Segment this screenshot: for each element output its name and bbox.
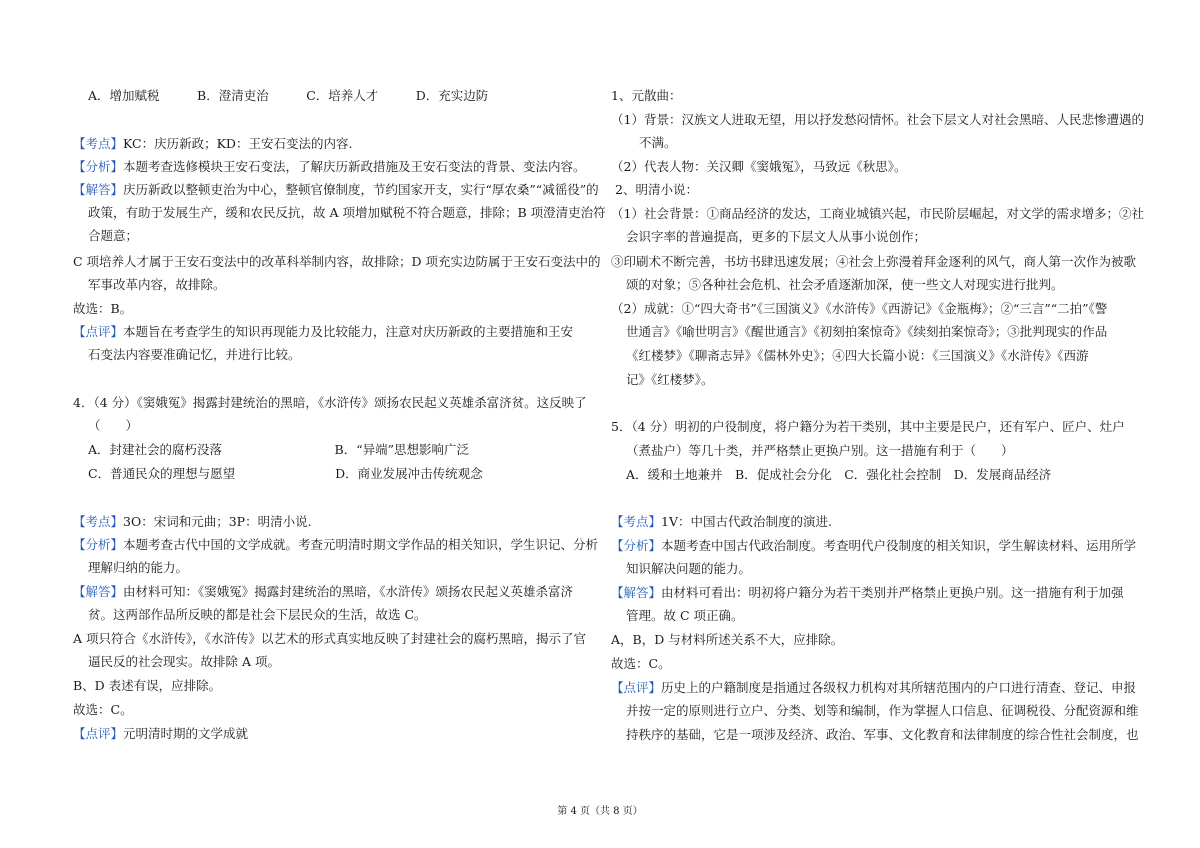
text-line xyxy=(73,254,601,270)
section-tag: 【点评】 xyxy=(611,680,662,695)
text-line xyxy=(88,277,226,293)
text-line xyxy=(626,727,1139,743)
line-text: 本题考查选修模块王安石变法，了解庆历新政措施及王安石变法的背景、变法内容。 xyxy=(123,159,586,174)
text-line xyxy=(611,254,1136,270)
line-text: 故选：B。 xyxy=(73,301,133,316)
line-text: 本题考查古代中国的文学成就。考查元明清时期文学作品的相关知识，学生识记、分析 xyxy=(123,537,599,552)
line-text: KC：庆历新政；KD：王安石变法的内容. xyxy=(123,136,353,151)
text-line xyxy=(73,702,133,718)
line-text: 世通言》《喻世明言》《醒世通言》《初刻拍案惊奇》《续刻拍案惊奇》；③批判现实的作品 xyxy=(626,324,1108,339)
text-line xyxy=(611,656,671,672)
line-text: 管理。故 C 项正确。 xyxy=(626,608,744,623)
line-text: （2）代表人物：关汉卿《窦娥冤》，马致远《秋思》。 xyxy=(611,159,907,174)
text-line xyxy=(73,631,586,647)
line-text: 《红楼梦》《聊斋志异》《儒林外史》；④四大长篇小说：《三国演义》《水浒传》《西游 xyxy=(626,348,1089,363)
line-text: 庆历新政以整顿吏治为中心，整顿官僚制度，节约国家开支，实行“厚农桑”“减徭役”的 xyxy=(123,182,599,197)
text-line xyxy=(626,348,1089,364)
line-text: 政策，有助于发展生产，缓和农民反抗，故 A 项增加赋税不符合题意，排除；B 项澄清吏治符 xyxy=(88,205,606,220)
line-text: C 项培养人才属于王安石变法中的改革科举制内容，故排除；D 项充实边防属于王安石变法中的 xyxy=(73,254,601,269)
line-text: 历史上的户籍制度是指通过各级权力机构对其所辖范围内的户口进行清查、登记、申报 xyxy=(661,680,1137,695)
text-line xyxy=(88,88,488,104)
line-text: 知识解决问题的能力。 xyxy=(626,561,752,576)
section-tag: 【点评】 xyxy=(73,324,124,339)
text-line xyxy=(611,159,906,175)
line-text: 并按一定的原则进行立户、分类、划等和编制，作为掌握人口信息、征调税役、分配资源和维 xyxy=(626,703,1139,718)
line-text: 逼民反的社会现实。故排除 A 项。 xyxy=(88,654,280,669)
text-line xyxy=(611,88,681,104)
line-text: 持秩序的基础，它是一项涉及经济、政治、军事、文化教育和法律制度的综合性社会制度，也 xyxy=(626,727,1139,742)
section-tag: 【分析】 xyxy=(611,538,662,553)
line-text: ③印刷术不断完善，书坊书肆迅速发展；④社会上弥漫着拜金逐利的风气，商人第一次作为被歌 xyxy=(611,254,1137,269)
text-line xyxy=(73,301,132,317)
section-tag: 【考点】 xyxy=(73,136,124,151)
text-line xyxy=(611,514,832,530)
text-line xyxy=(88,228,138,244)
line-text: C．普通民众的理想与愿望 D．商业发展冲击传统观念 xyxy=(88,466,483,481)
text-line xyxy=(73,584,573,600)
line-text: 理解归纳的能力。 xyxy=(88,560,189,575)
text-line xyxy=(615,182,698,198)
text-line xyxy=(88,347,301,363)
text-line xyxy=(626,443,1014,459)
line-text: 不满。 xyxy=(639,135,677,150)
line-text: （ ） xyxy=(88,418,139,433)
line-text: 颂的对象；⑤各种社会危机、社会矛盾逐渐加深，使一些文人对现实进行批判。 xyxy=(626,277,1064,292)
text-line xyxy=(88,442,469,458)
text-line xyxy=(626,703,1139,719)
text-line xyxy=(73,324,573,340)
text-line xyxy=(611,301,1107,317)
line-text: （煮盐户）等几十类，并严格禁止更换户别。这一措施有利于（ ） xyxy=(626,443,1014,458)
line-text: 军事改革内容，故排除。 xyxy=(88,277,226,292)
text-line xyxy=(611,112,1144,128)
section-tag: 【解答】 xyxy=(611,585,662,600)
line-text: A 项只符合《水浒传》，《水浒传》以艺术的形式真实地反映了封建社会的腐朽黑暗，揭示了官 xyxy=(73,631,587,646)
line-text: 3O：宋词和元曲；3P：明清小说. xyxy=(123,514,312,529)
section-tag: 【分析】 xyxy=(73,159,124,174)
line-text: 合题意； xyxy=(88,228,139,243)
section-tag: 【考点】 xyxy=(611,514,662,529)
line-text: A，B，D 与材料所述关系不大，应排除。 xyxy=(611,632,844,647)
text-line xyxy=(611,680,1136,696)
text-line xyxy=(73,514,312,530)
text-line xyxy=(611,585,1124,601)
text-line xyxy=(626,229,926,245)
text-line xyxy=(626,467,1051,483)
line-text: 4．（4 分）《窦娥冤》揭露封建统治的黑暗，《水浒传》颂扬农民起义英雄杀富济贫。这反映了 xyxy=(73,395,587,410)
section-tag: 【解答】 xyxy=(73,182,124,197)
line-text: 由材料可知：《窦娥冤》揭露封建统治的黑暗，《水浒传》颂扬农民起义英雄杀富济 xyxy=(123,584,574,599)
line-text: A．缓和土地兼并 B．促成社会分化 C．强化社会控制 D．发展商品经济 xyxy=(626,467,1052,482)
text-line xyxy=(611,538,1136,554)
text-line xyxy=(88,560,188,576)
line-text: 故选：C。 xyxy=(611,656,671,671)
text-line xyxy=(88,466,483,482)
section-tag: 【考点】 xyxy=(73,514,124,529)
text-line xyxy=(611,632,843,648)
line-text: A．封建社会的腐朽没落 B．“异端”思想影响广泛 xyxy=(88,442,469,457)
section-tag: 【分析】 xyxy=(73,537,124,552)
line-text: （1）社会背景：①商品经济的发达，工商业城镇兴起，市民阶层崛起，对文学的需求增多；②社 xyxy=(611,206,1144,221)
line-text: 1、元散曲： xyxy=(611,88,682,103)
text-line xyxy=(73,182,599,198)
line-text: 贫。这两部作品所反映的都是社会下层民众的生活，故选 C。 xyxy=(88,607,427,622)
line-text: （2）成就：①“四大奇书”《三国演义》《水浒传》《西游记》《金瓶梅》；②“三言”“二拍”《警 xyxy=(611,301,1108,316)
text-line xyxy=(73,537,598,553)
line-text: B、D 表述有误，应排除。 xyxy=(73,678,222,693)
text-line xyxy=(73,395,587,411)
text-line xyxy=(73,726,248,742)
text-line xyxy=(73,136,352,152)
line-text: 本题旨在考查学生的知识再现能力及比较能力，注意对庆历新政的主要措施和王安 xyxy=(123,324,574,339)
line-text: 元明清时期的文学成就 xyxy=(123,726,249,741)
text-line xyxy=(611,206,1144,222)
text-line xyxy=(639,135,677,151)
text-line xyxy=(626,277,1064,293)
line-text: 2、明清小说： xyxy=(615,182,698,197)
text-line xyxy=(626,372,714,388)
line-text: 石变法内容要准确记忆，并进行比较。 xyxy=(88,347,301,362)
text-line xyxy=(88,607,427,623)
line-text: A．增加赋税 B．澄清吏治 C．培养人才 D．充实边防 xyxy=(88,88,489,103)
line-text: 本题考查中国古代政治制度。考查明代户役制度的相关知识，学生解读材料、运用所学 xyxy=(661,538,1137,553)
line-text: 1V：中国古代政治制度的演进. xyxy=(661,514,832,529)
section-tag: 【点评】 xyxy=(73,726,124,741)
line-text: 会识字率的普遍提高，更多的下层文人从事小说创作； xyxy=(626,229,927,244)
text-line xyxy=(611,419,1125,435)
line-text: 记》《红楼梦》。 xyxy=(626,372,714,387)
page-footer: 第 4 页（共 8 页） xyxy=(557,806,643,817)
text-line xyxy=(88,418,138,434)
text-line xyxy=(88,654,280,670)
text-line xyxy=(626,608,744,624)
line-text: 由材料可看出：明初将户籍分为若干类别并严格禁止更换户别。这一措施有利于加强 xyxy=(661,585,1124,600)
text-line xyxy=(88,205,606,221)
text-line xyxy=(626,561,751,577)
line-text: （1）背景：汉族文人进取无望，用以抒发愁闷情怀。社会下层文人对社会黑暗、人民悲惨遭遇的 xyxy=(611,112,1144,127)
text-line xyxy=(73,159,586,175)
text-line xyxy=(626,324,1107,340)
line-text: 故选：C。 xyxy=(73,702,133,717)
line-text: 5．（4 分）明初的户役制度，将户籍分为若干类别，其中主要是民户，还有军户、匠户、灶户 xyxy=(611,419,1125,434)
section-tag: 【解答】 xyxy=(73,584,124,599)
text-line xyxy=(73,678,221,694)
